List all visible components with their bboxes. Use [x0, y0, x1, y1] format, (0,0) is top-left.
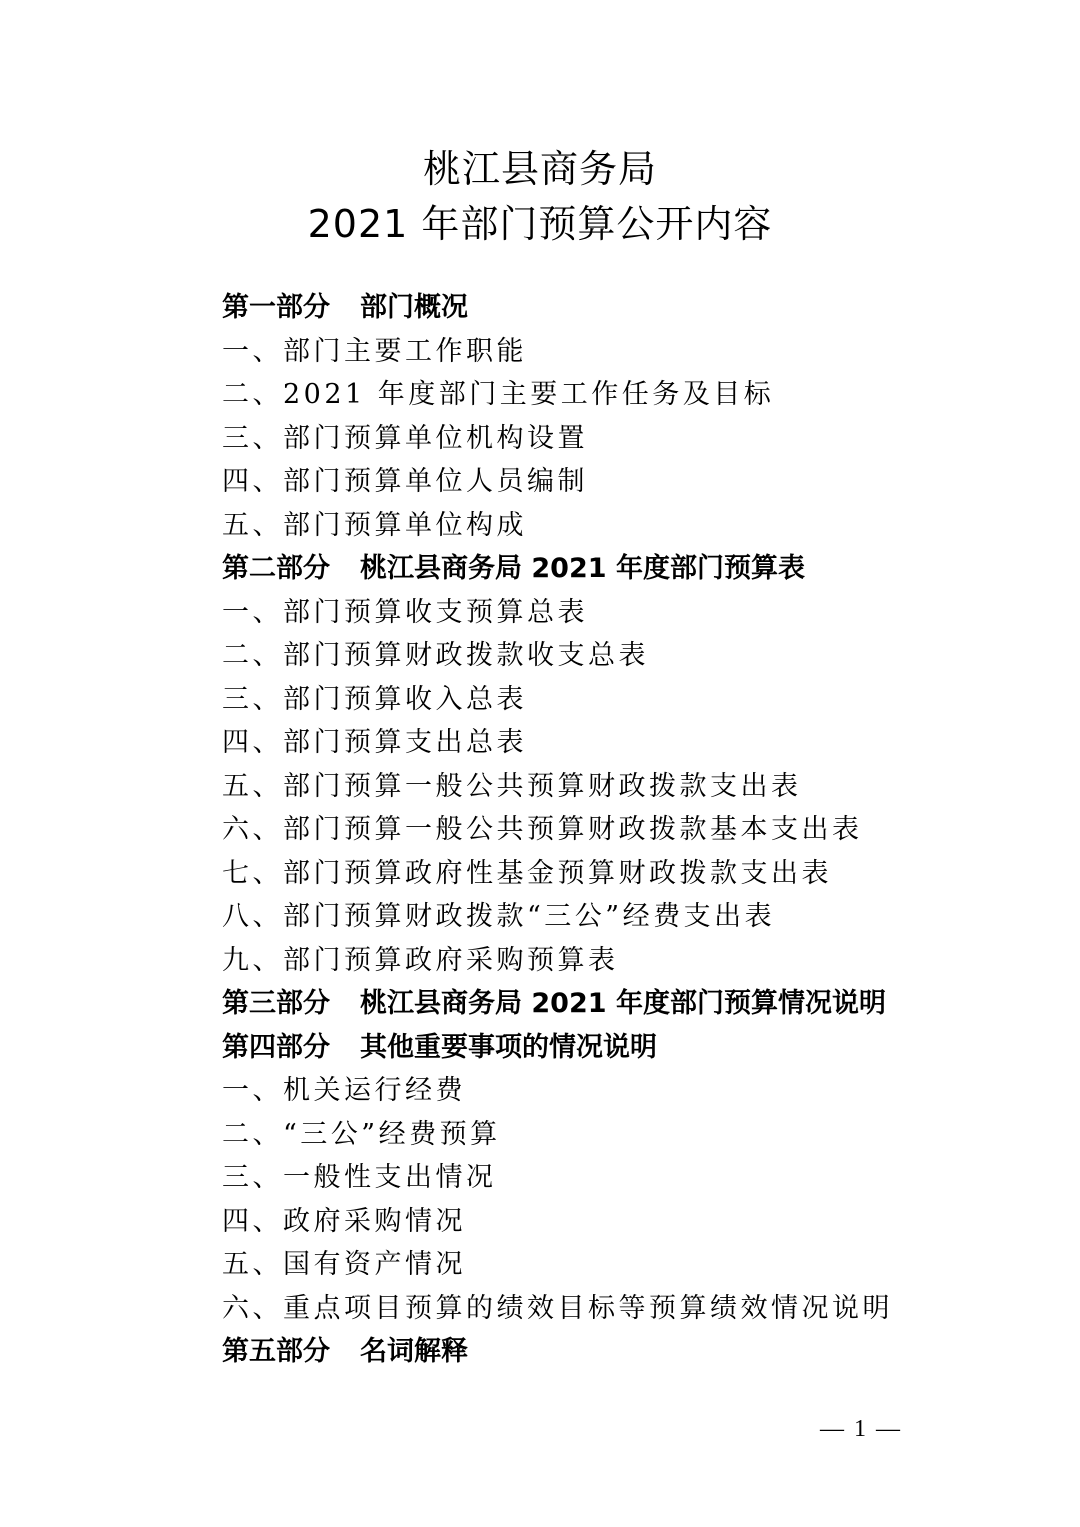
toc-item: 四、政府采购情况 — [222, 1205, 466, 1237]
toc-part-title: 部门概况 — [360, 292, 468, 323]
toc-item: 四、部门预算支出总表 — [222, 727, 527, 758]
document-title-line2: 2021 年部门预算公开内容 — [307, 202, 773, 246]
toc-item: 三、一般性支出情况 — [222, 1162, 497, 1193]
toc-item: 五、部门预算单位构成 — [222, 509, 527, 541]
toc-item: 五、部门预算一般公共预算财政拨款支出表 — [222, 770, 802, 802]
document-title-line1: 桃江县商务局 — [422, 147, 657, 191]
toc-item: 三、部门预算单位机构设置 — [222, 422, 588, 454]
toc-part-heading — [222, 1330, 922, 1374]
toc-item: 二、“三公”经费预算 — [222, 1118, 501, 1150]
toc-part-title: 桃江县商务局 2021 年度部门预算情况说明 — [360, 988, 886, 1019]
toc-part-heading — [222, 286, 922, 330]
toc-part-label: 第二部分 — [222, 553, 330, 584]
toc-item: 六、部门预算一般公共预算财政拨款基本支出表 — [222, 814, 863, 845]
toc-part-heading — [222, 547, 922, 591]
toc-item: 四、部门预算单位人员编制 — [222, 466, 588, 497]
toc-item: 一、部门主要工作职能 — [222, 335, 527, 367]
toc-item: 六、重点项目预算的绩效目标等预算绩效情况说明 — [222, 1292, 893, 1324]
toc-item: 一、机关运行经费 — [222, 1075, 466, 1106]
toc-item: 五、国有资产情况 — [222, 1249, 466, 1280]
toc-part-heading — [222, 982, 922, 1026]
toc-part-label: 第三部分 — [222, 988, 330, 1019]
toc-item: 九、部门预算政府采购预算表 — [222, 944, 619, 976]
toc-part-title: 其他重要事项的情况说明 — [360, 1031, 657, 1063]
toc-item: 三、部门预算收入总表 — [222, 683, 527, 715]
toc-item: 一、部门预算收支预算总表 — [222, 596, 588, 628]
table-of-contents — [222, 286, 922, 1374]
toc-item: 八、部门预算财政拨款“三公”经费支出表 — [222, 901, 776, 932]
toc-item: 二、部门预算财政拨款收支总表 — [222, 640, 649, 671]
toc-part-label: 第四部分 — [222, 1031, 330, 1063]
toc-item: 二、2021 年度部门主要工作任务及目标 — [222, 379, 775, 410]
page-number: — 1 — — [820, 1416, 902, 1442]
toc-part-title: 桃江县商务局 2021 年度部门预算表 — [360, 553, 805, 584]
toc-part-title: 名词解释 — [360, 1336, 468, 1367]
toc-part-heading — [222, 1026, 922, 1070]
toc-item: 七、部门预算政府性基金预算财政拨款支出表 — [222, 857, 832, 889]
toc-part-label: 第五部分 — [222, 1336, 330, 1367]
toc-part-label: 第一部分 — [222, 292, 330, 323]
